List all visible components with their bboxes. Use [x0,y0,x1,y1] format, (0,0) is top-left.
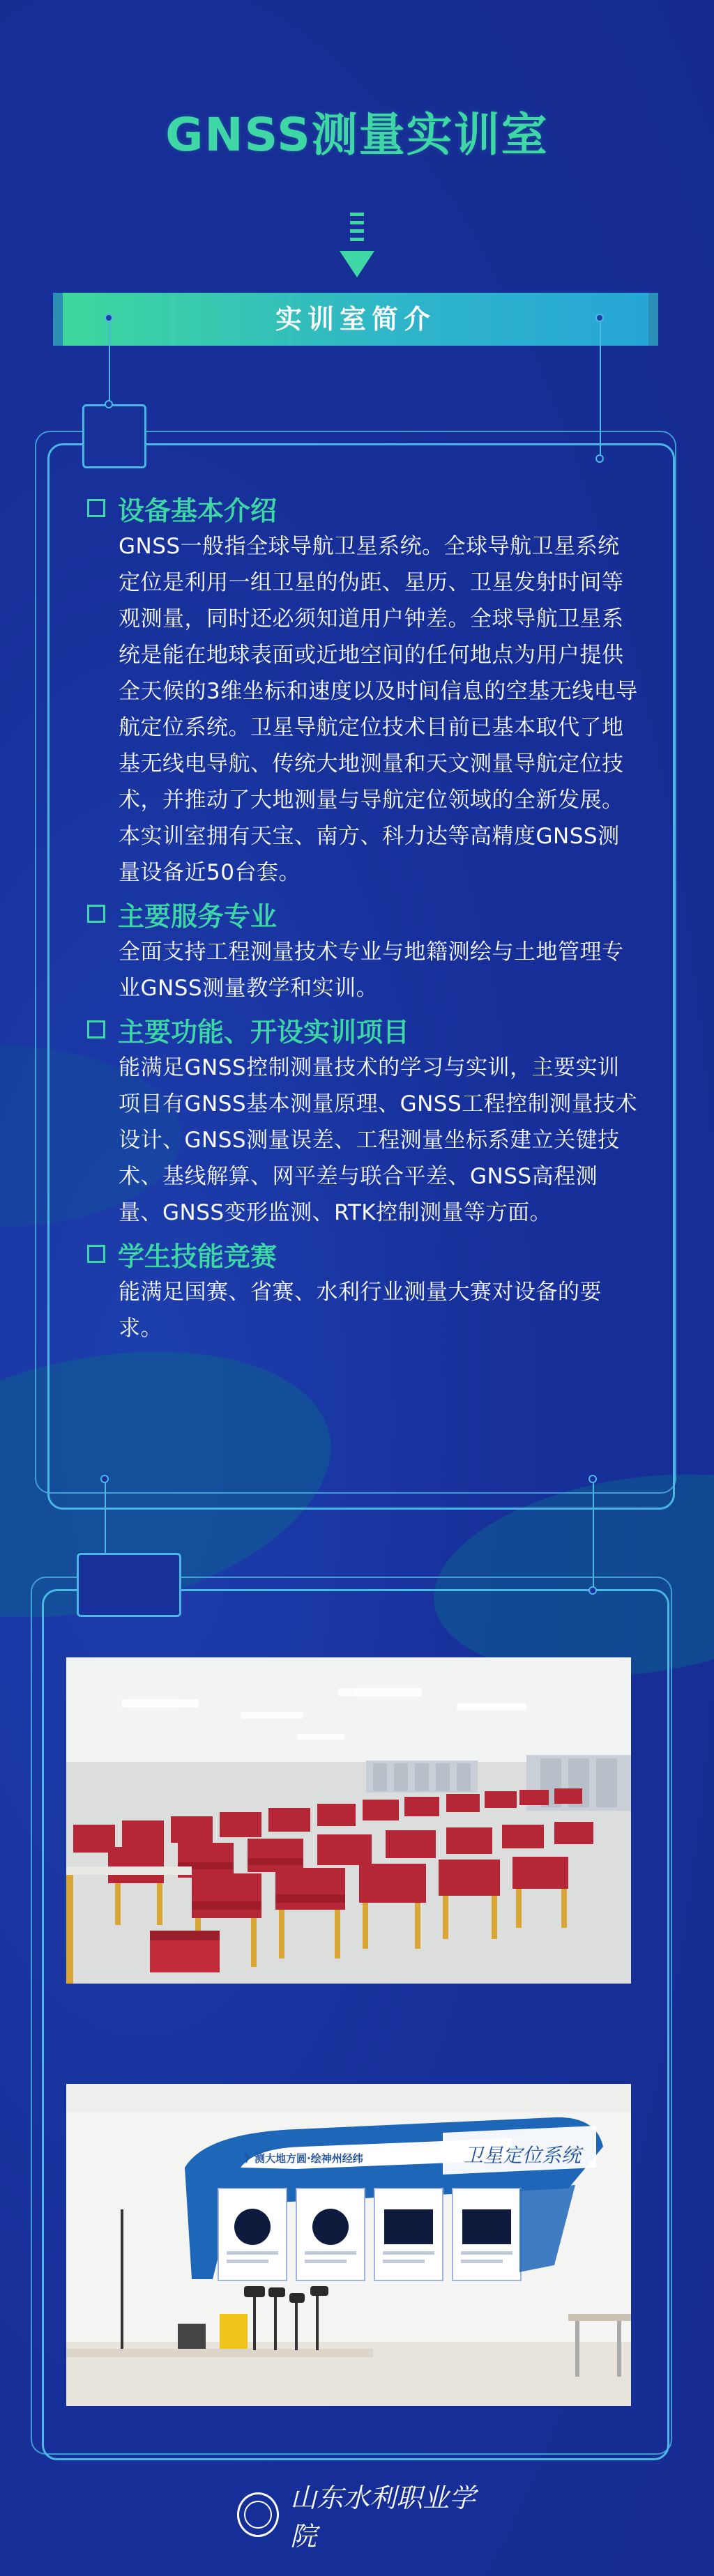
square-bullet-icon [87,1020,105,1038]
section-paragraph: 能满足GNSS控制测量技术的学习与实训，主要实训项目有GNSS基本测量原理、GNSS工程控制测量技术设计、GNSS测量误差、工程测量坐标系建立关键技术、基线解算、网平差与联合平差、GNSS高程测量、GNSS变形监测、RTK控制测量等方面。 [119,1055,638,1225]
wall-banner-text: 卫星定位系统 [464,2144,582,2167]
training-room-photo [66,1657,631,1984]
connector-dot [595,314,604,322]
training-room-illustration [66,1657,631,1984]
frame-tab [82,404,146,468]
wall-slogan-text: 》测大地方圆·绘神州经纬 [244,2152,363,2165]
section-banner-label: 实训室简介 [275,304,436,335]
connector-dot [105,314,113,322]
section-paragraph: 全面支持工程测量技术专业与地籍测绘与土地管理专业GNSS测量教学和实训。 [119,940,624,1001]
section-paragraph: 能满足国赛、省赛、水利行业测量大赛对设备的要求。 [119,1280,602,1341]
section-heading: 学生技能竞赛 [118,1241,278,1272]
section-functions [87,1009,638,1231]
connector-line [105,1479,106,1556]
section-competition [87,1234,638,1347]
page-title: GNSS测量实训室 [165,108,549,162]
connector-dot [100,1475,109,1483]
banner-edge-left [53,293,63,346]
school-name: 山东水利职业学院 [290,2483,476,2552]
banner-edge-right [648,293,658,346]
section-heading: 设备基本介绍 [118,495,278,526]
display-wall-photo [66,2084,631,2406]
connector-dot [588,1475,597,1483]
school-emblem-icon [237,2492,279,2537]
square-bullet-icon [87,1245,105,1263]
connector-line [593,1479,594,1590]
square-bullet-icon [87,499,105,517]
section-heading: 主要服务专业 [118,900,278,932]
frame-tab [77,1553,181,1617]
section-paragraph: 本实训室拥有天宝、南方、科力达等高精度GNSS测量设备近50台套。 [119,824,620,885]
intro-content [87,488,638,1349]
section-paragraph: GNSS一般指全球导航卫星系统。全球导航卫星系统定位是利用一组卫星的伪距、星历、卫星发射时间等观测量，同时还必须知道用户钟差。全球导航卫星系统是能在地球表面或近地空间的任何地点为用户提供全天候的3维坐标和速度以及时间信息的空基无线电导航定位系统。卫星导航定位技术目前已基本取代了地基无线电导航、传统大地测量和天文测量导航定位技术，并推动了大地测量与导航定位领域的全新发展。 [119,534,638,813]
connector-dot [105,400,113,408]
section-heading: 主要功能、开设实训项目 [118,1016,410,1048]
school-logo [237,2483,488,2552]
square-bullet-icon [87,905,105,923]
connector-line [109,318,110,408]
section-equipment [87,488,638,891]
connector-dot [588,1586,597,1595]
down-arrow-icon [340,213,374,279]
connector-dot [595,454,604,463]
section-majors [87,894,638,1006]
display-wall-illustration [66,2084,631,2406]
